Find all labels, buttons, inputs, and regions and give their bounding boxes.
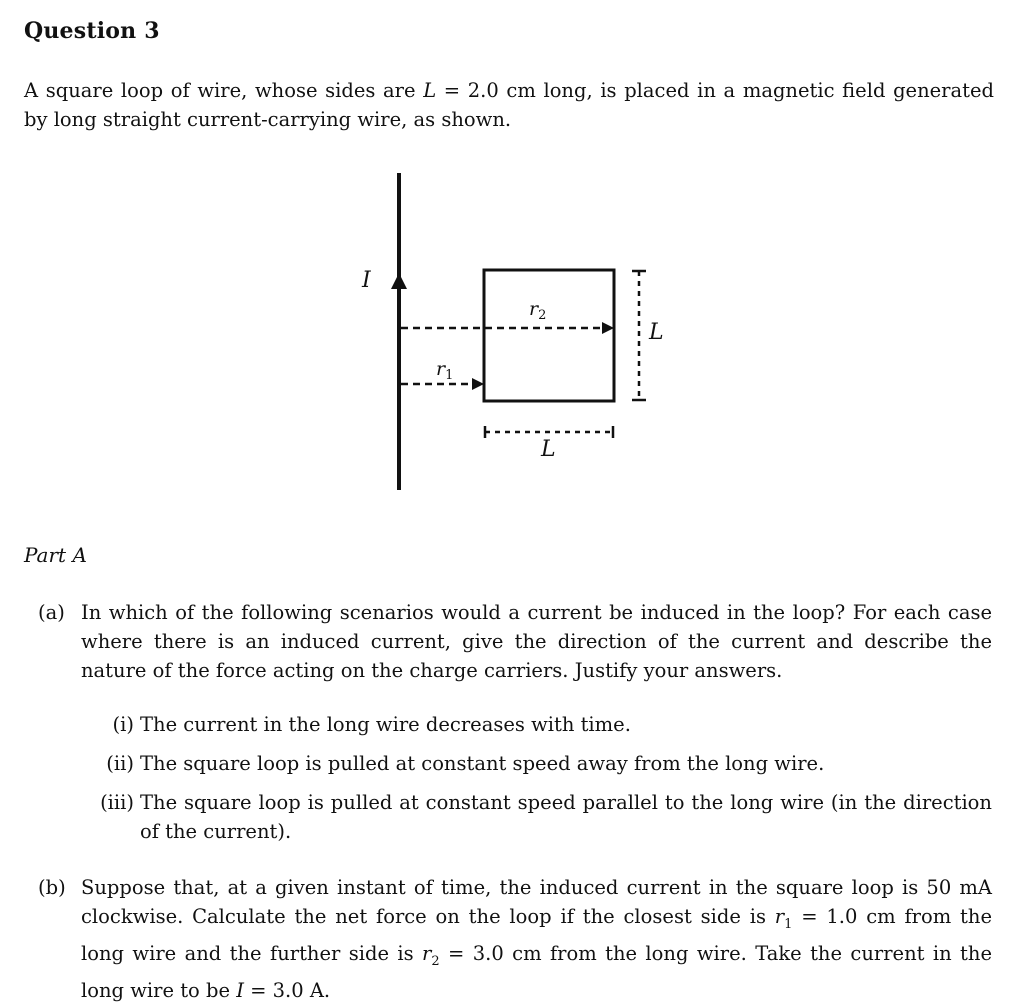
question-a-row	[38, 598, 992, 685]
question-b-label: (b)	[38, 876, 66, 899]
r1-label-sub: 1	[445, 368, 454, 383]
question-b-r1-sub: 1	[784, 916, 793, 932]
intro-text-2: = 2.0 cm long, is placed in a magnetic field generated by long straight current-carrying wire, as shown.	[24, 79, 994, 131]
figure-svg	[340, 165, 700, 505]
question-b-text-4: = 3.0 A.	[243, 978, 331, 1002]
r2-arrowhead-icon	[602, 322, 614, 334]
question-a-label: (a)	[38, 601, 65, 624]
subitem-i-text: The current in the long wire decreases with time.	[140, 713, 631, 736]
subitem-iii	[80, 788, 992, 846]
question-b-text-1: Suppose that, at a given instant of time, the induced current in the square loop is 50 mA clockwise. Calculate the net force on the loop if the closest side is	[81, 876, 992, 928]
square-loop	[484, 270, 614, 401]
current-label: I	[362, 268, 371, 293]
question-heading: Question 3	[24, 18, 160, 44]
question-b-I-var: I	[236, 978, 244, 1002]
subitem-i-label: (i)	[112, 713, 134, 736]
question-a	[38, 598, 992, 685]
question-b-row	[38, 873, 992, 1005]
intro-paragraph	[24, 76, 994, 134]
subitem-i	[80, 710, 992, 739]
r2-label	[529, 298, 546, 323]
current-arrow-icon	[391, 273, 407, 289]
subitem-iii-text: The square loop is pulled at constant speed parallel to the long wire (in the direction of the current).	[140, 791, 992, 843]
question-a-text: In which of the following scenarios would a current be induced in the loop? For each case where there is an induced current, give the direction of the current and describe the nature of the force acting on the charge carriers. Justify your answers.	[81, 601, 992, 682]
intro-L-variable: L	[423, 79, 437, 102]
intro-text-1: A square loop of wire, whose sides are	[24, 79, 424, 102]
question-b-text	[81, 873, 992, 1005]
r2-label-var: r	[529, 298, 539, 320]
part-a-label: Part A	[24, 543, 87, 567]
question-b-text-3: = 3.0 cm from the long wire. Take the current in the long wire to be	[81, 941, 992, 1002]
question-b-r1-var: r	[774, 905, 785, 928]
wire-loop-figure	[340, 165, 700, 505]
r2-label-sub: 2	[538, 308, 547, 323]
r1-arrowhead-icon	[472, 378, 484, 390]
question-a-subitems	[80, 710, 992, 856]
subitem-ii-text: The square loop is pulled at constant speed away from the long wire.	[140, 752, 825, 775]
question-b-r2-var: r	[422, 941, 432, 965]
question-b	[38, 873, 992, 1005]
question-b-r2-sub: 2	[431, 953, 440, 969]
r1-label	[436, 358, 453, 383]
subitem-iii-label: (iii)	[100, 791, 134, 814]
subitem-ii	[80, 749, 992, 778]
bottom-dimension-label: L	[541, 437, 556, 462]
subitem-ii-label: (ii)	[106, 752, 134, 775]
question-b-text-2: = 1.0 cm from the long wire and the further side is	[81, 905, 992, 965]
r1-label-var: r	[436, 358, 446, 380]
right-dimension-label: L	[649, 320, 664, 345]
